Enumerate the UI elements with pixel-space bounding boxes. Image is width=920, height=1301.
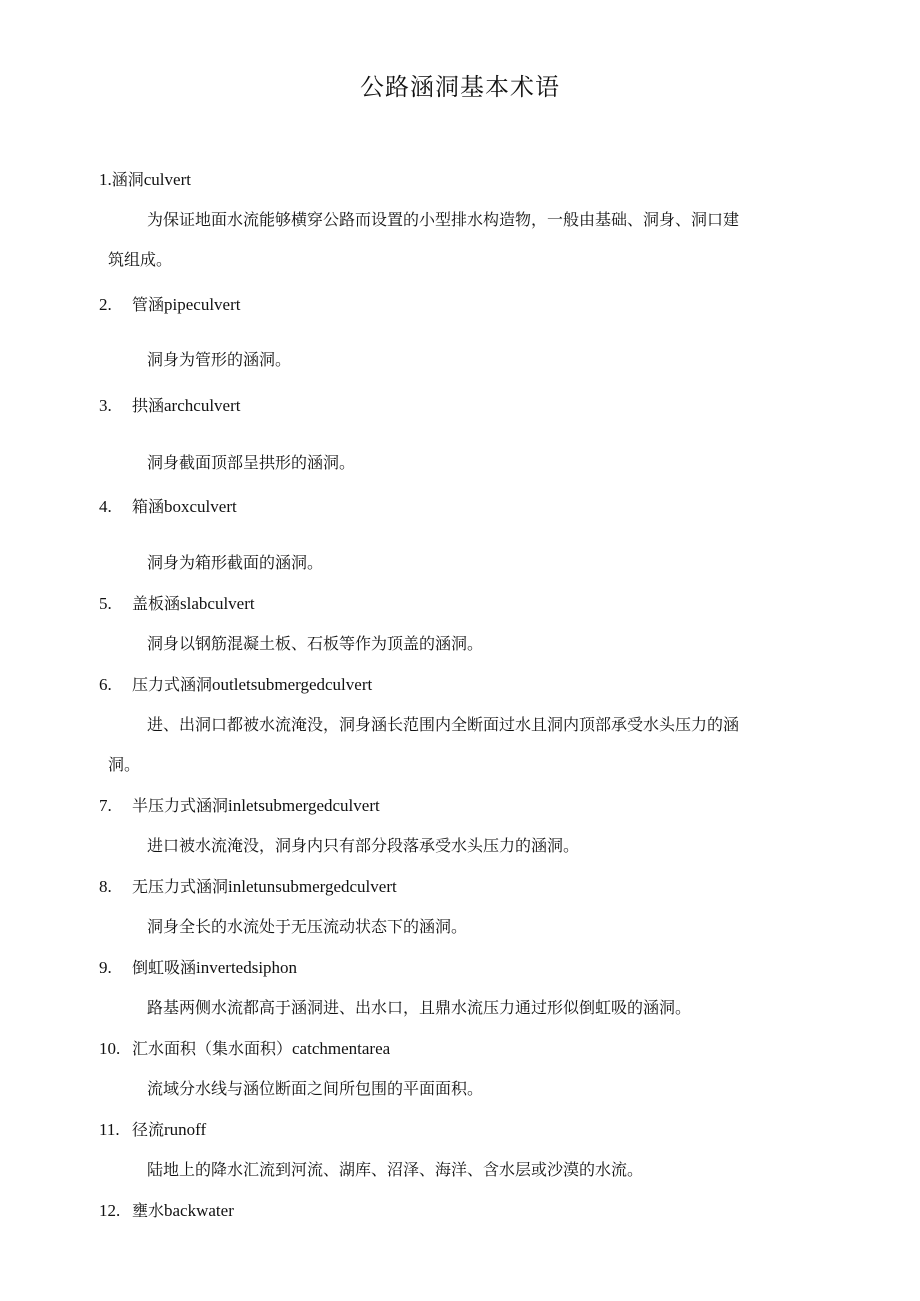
term-english: runoff [164, 1120, 207, 1139]
term-heading-inletsubmergedculvert [99, 794, 380, 818]
term-english: pipeculvert [164, 295, 241, 314]
term-number: 11. [99, 1120, 120, 1139]
term-english: invertedsiphon [196, 958, 298, 977]
term-number: 5. [99, 594, 112, 613]
term-definition: 洞身以钢筋混凝土板、石板等作为顶盖的涵洞。 [147, 634, 484, 653]
term-number: 3. [99, 396, 112, 415]
term-number: 8. [99, 877, 112, 896]
term-label: 倒虹吸涵 [132, 958, 197, 977]
page-title: 公路涵洞基本术语 [360, 73, 560, 101]
term-heading-runoff [99, 1118, 206, 1142]
term-number: 7. [99, 796, 112, 815]
term-heading-catchmentarea [99, 1037, 390, 1061]
term-heading-outletsubmergedculvert [99, 673, 372, 697]
term-definition: 进、出洞口都被水流淹没，洞身涵长范围内全断面过水且洞内顶部承受水头压力的涵 [147, 715, 740, 734]
term-definition-continued: 洞。 [108, 755, 141, 774]
term-heading-slabculvert [99, 592, 255, 616]
term-definition: 路基两侧水流都高于涵洞进、出水口，且鼎水流压力通过形似倒虹吸的涵洞。 [147, 998, 692, 1017]
term-definition: 流域分水线与涵位断面之间所包围的平面面积。 [147, 1079, 484, 1098]
term-label: 径流 [132, 1120, 165, 1139]
term-label: 壅水 [132, 1201, 165, 1220]
term-definition: 洞身为箱形截面的涵洞。 [147, 553, 324, 572]
term-heading-inletunsubmergedculvert [99, 875, 397, 899]
term-heading-boxculvert [99, 495, 237, 519]
term-definition-continued: 筑组成。 [108, 250, 173, 269]
term-label: 压力式涵洞 [132, 675, 213, 694]
term-label: 箱涵 [132, 497, 165, 516]
term-number: 1. [99, 170, 112, 189]
term-heading-archculvert [99, 394, 240, 418]
term-heading-pipeculvert [99, 293, 240, 317]
term-number: 4. [99, 497, 112, 516]
term-label: 汇水面积（集水面积） [132, 1039, 293, 1058]
term-definition: 陆地上的降水汇流到河流、湖库、沼泽、海洋、含水层或沙漠的水流。 [147, 1160, 644, 1179]
term-english: catchmentarea [292, 1039, 391, 1058]
term-english: inletunsubmergedculvert [228, 877, 397, 896]
term-number: 6. [99, 675, 112, 694]
term-heading-culvert [99, 168, 191, 192]
term-number: 2. [99, 295, 112, 314]
term-english: archculvert [164, 396, 241, 415]
term-english: inletsubmergedculvert [228, 796, 380, 815]
term-heading-backwater [99, 1199, 234, 1223]
term-definition: 进口被水流淹没，洞身内只有部分段落承受水头压力的涵洞。 [147, 836, 580, 855]
term-english: culvert [143, 170, 191, 189]
term-definition: 洞身截面顶部呈拱形的涵洞。 [147, 453, 356, 472]
term-label: 涵洞 [111, 170, 144, 189]
term-definition: 洞身为管形的涵洞。 [147, 350, 292, 369]
term-english: backwater [164, 1201, 234, 1220]
term-english: outletsubmergedculvert [212, 675, 373, 694]
term-number: 10. [99, 1039, 121, 1058]
term-heading-invertedsiphon [99, 956, 297, 980]
term-number: 9. [99, 958, 112, 977]
term-definition: 为保证地面水流能够横穿公路而设置的小型排水构造物，一般由基础、洞身、洞口建 [147, 210, 740, 229]
term-label: 半压力式涵洞 [132, 796, 229, 815]
term-english: slabculvert [180, 594, 255, 613]
term-label: 盖板涵 [132, 594, 181, 613]
term-number: 12. [99, 1201, 121, 1220]
term-definition: 洞身全长的水流处于无压流动状态下的涵洞。 [147, 917, 468, 936]
term-english: boxculvert [164, 497, 237, 516]
term-label: 拱涵 [132, 396, 165, 415]
term-label: 管涵 [132, 295, 165, 314]
term-label: 无压力式涵洞 [132, 877, 229, 896]
